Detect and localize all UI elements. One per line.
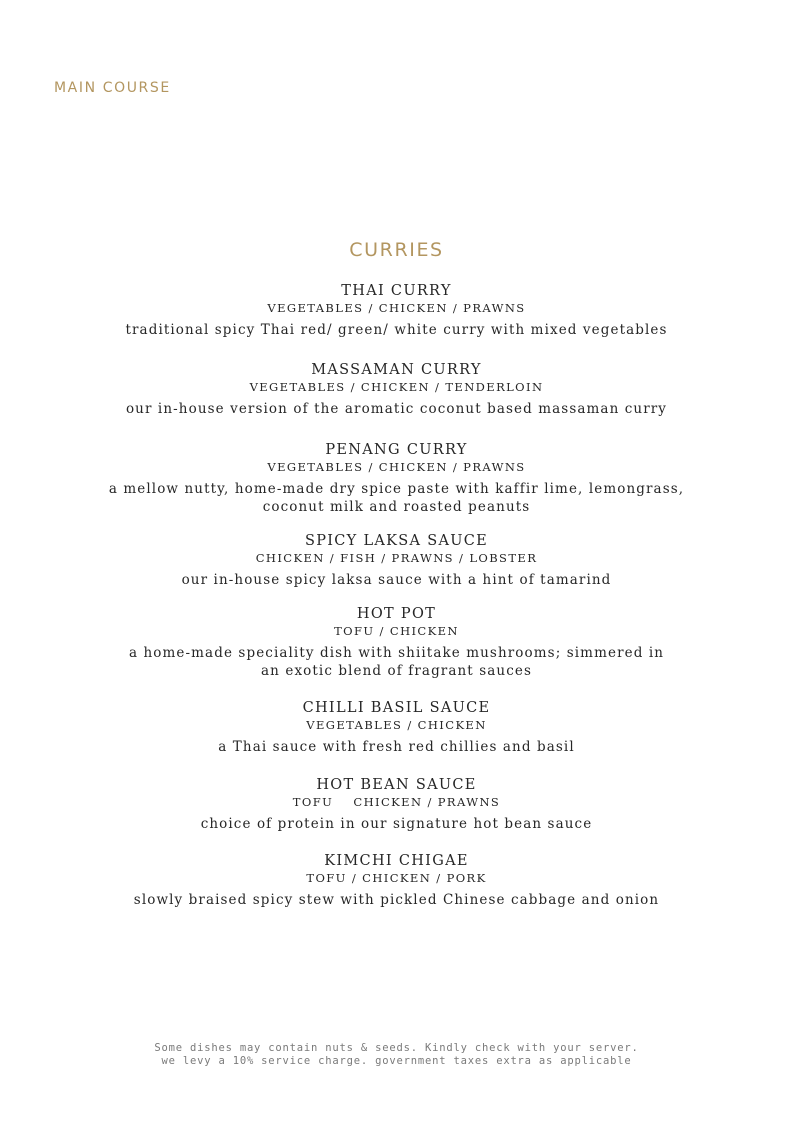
section-title: CURRIES [349, 239, 444, 261]
allergen-note: Some dishes may contain nuts & seeds. Kindly check with your server. [154, 1042, 639, 1054]
dish-description: our in-house version of the aromatic coconut based massaman curry [125, 401, 668, 417]
dish-name: PENANG CURRY [325, 442, 468, 458]
menu-item [0, 776, 793, 833]
dish-name: CHILLI BASIL SAUCE [302, 700, 491, 716]
dish-name: SPICY LAKSA SAUCE [304, 533, 489, 549]
menu-item [0, 532, 793, 589]
dish-options: TOFU CHICKEN / PRAWNS [292, 795, 501, 809]
page-header: MAIN COURSE [54, 80, 171, 96]
dish-description: slowly braised spicy stew with pickled Chinese cabbage and onion [133, 892, 660, 908]
footer-notice [0, 1042, 793, 1068]
dish-options: CHICKEN / FISH / PRAWNS / LOBSTER [255, 551, 538, 565]
dish-description: traditional spicy Thai red/ green/ white curry with mixed vegetables [125, 322, 668, 338]
menu-item [0, 852, 793, 909]
menu-item [0, 361, 793, 418]
dish-description: a mellow nutty, home-made dry spice paste with kaffir lime, lemongrass, coconut milk and roasted peanuts [108, 481, 685, 515]
dish-name: HOT BEAN SAUCE [316, 777, 477, 793]
dish-name: KIMCHI CHIGAE [324, 853, 469, 869]
dish-options: VEGETABLES / CHICKEN [306, 718, 487, 732]
menu-item [0, 605, 793, 680]
menu-item [0, 441, 793, 516]
dish-options: VEGETABLES / CHICKEN / PRAWNS [267, 460, 526, 474]
menu-item [0, 699, 793, 756]
dish-description: a home-made speciality dish with shiitake mushrooms; simmered in an exotic blend of fragrant sauces [128, 645, 665, 679]
dish-name: MASSAMAN CURRY [311, 362, 482, 378]
dish-description: a Thai sauce with fresh red chillies and basil [218, 739, 575, 755]
dish-name: THAI CURRY [341, 283, 452, 299]
menu-item [0, 282, 793, 339]
dish-options: TOFU / CHICKEN [334, 624, 459, 638]
service-charge-note: we levy a 10% service charge. government taxes extra as applicable [161, 1055, 632, 1067]
dish-options: VEGETABLES / CHICKEN / TENDERLOIN [249, 380, 544, 394]
dish-options: VEGETABLES / CHICKEN / PRAWNS [267, 301, 526, 315]
dish-description: choice of protein in our signature hot bean sauce [200, 816, 593, 832]
dish-description: our in-house spicy laksa sauce with a hint of tamarind [181, 572, 612, 588]
dish-name: HOT POT [356, 606, 437, 622]
dish-options: TOFU / CHICKEN / PORK [306, 871, 487, 885]
